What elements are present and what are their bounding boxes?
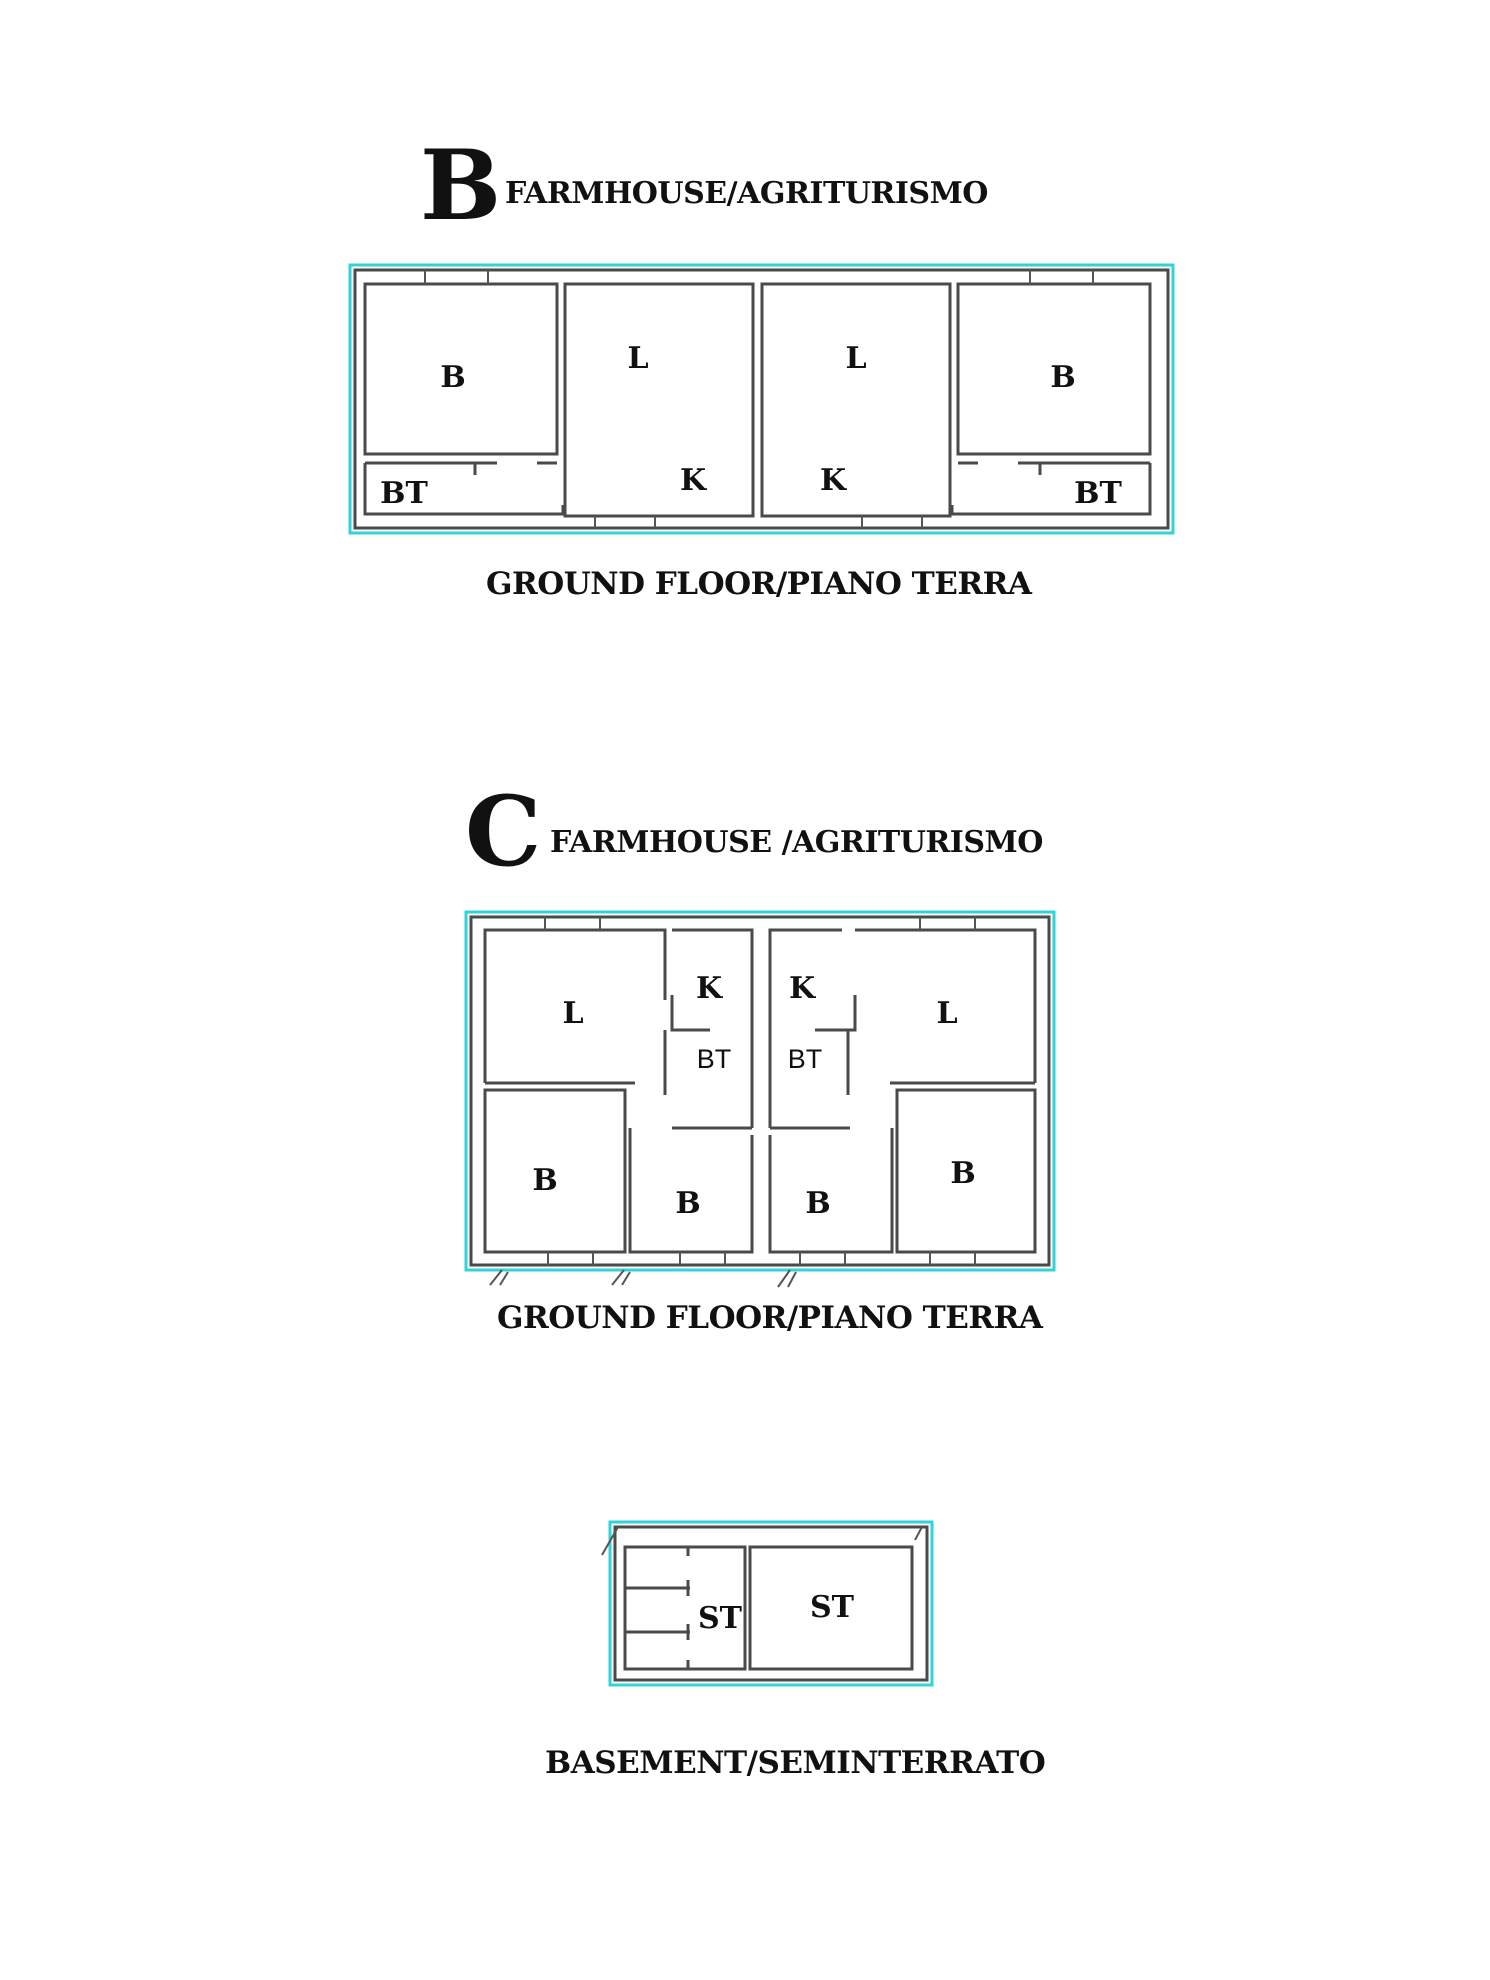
plan-c-label-b1: B [532, 1163, 558, 1198]
plan-b-label-b2: B [1050, 360, 1076, 395]
plan-b-label-b1: B [440, 360, 466, 395]
plan-c-label-bt1: BT [696, 1044, 732, 1074]
section-c-letter: C [465, 775, 540, 888]
section-c-caption: GROUND FLOOR/PIANO TERRA [497, 1300, 1043, 1336]
plan-c-label-b3: B [805, 1186, 831, 1221]
plan-b-label-k1: K [679, 463, 707, 498]
plan-b-label-k2: K [819, 463, 847, 498]
plan-b-label-bt2: BT [1074, 476, 1122, 511]
plan-b-label-l1: L [627, 341, 649, 376]
plan-c-label-b4: B [950, 1156, 976, 1191]
plan-b-room-l-right [762, 284, 950, 516]
basement-outer-wall [615, 1527, 927, 1680]
plan-b-room-l-left [565, 284, 753, 516]
plan-b-label-bt1: BT [380, 476, 428, 511]
plan-c-label-b2: B [675, 1186, 701, 1221]
basement-caption: BASEMENT/SEMINTERRATO [545, 1745, 1046, 1781]
plan-c-label-k2: K [788, 971, 816, 1006]
basement-label-st1: ST [698, 1601, 742, 1636]
plan-c-label-k1: K [695, 971, 723, 1006]
basement-label-st2: ST [810, 1590, 854, 1625]
plan-c [466, 912, 1054, 1287]
plan-c-label-bt2: BT [787, 1044, 823, 1074]
section-b-title: FARMHOUSE/AGRITURISMO [505, 176, 988, 211]
plan-basement [602, 1522, 932, 1685]
section-c-title: FARMHOUSE /AGRITURISMO [550, 825, 1043, 860]
plan-b-label-l2: L [845, 341, 867, 376]
plan-c-label-l1: L [562, 996, 584, 1031]
section-b-caption: GROUND FLOOR/PIANO TERRA [486, 566, 1032, 602]
plan-b [350, 265, 1173, 533]
plan-c-label-l2: L [936, 996, 958, 1031]
section-b-letter: B [420, 129, 500, 242]
